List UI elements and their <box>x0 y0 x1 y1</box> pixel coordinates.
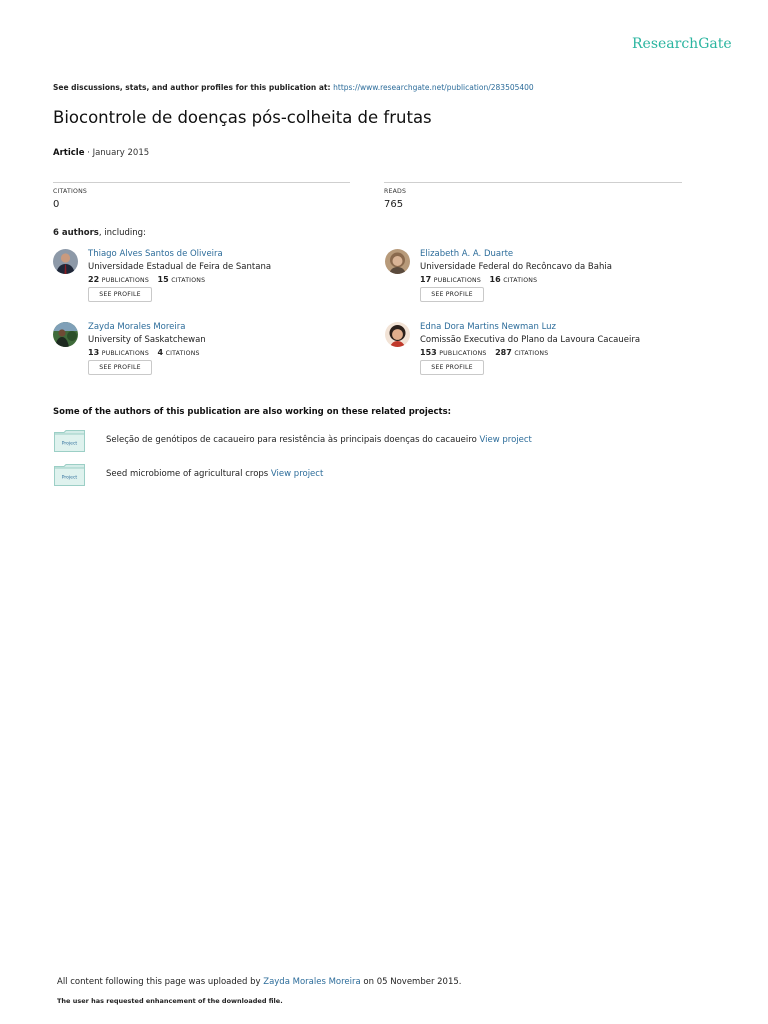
publications-label: PUBLICATIONS <box>433 277 481 284</box>
author-institution: Universidade Federal do Recôncavo da Bahia <box>420 262 612 272</box>
author-stats <box>88 348 200 357</box>
publication-title: Biocontrole de doenças pós-colheita de frutas <box>53 108 432 127</box>
citations-label: CITATIONS <box>53 188 88 195</box>
author-citations-count: 4 <box>157 348 164 357</box>
enhancement-note: The user has requested enhancement of the downloaded file. <box>57 997 283 1005</box>
reads-divider <box>384 182 682 183</box>
citations-label: CITATIONS <box>171 277 206 284</box>
discussions-line <box>53 83 534 92</box>
publication-type-line <box>53 148 149 158</box>
author-name-link[interactable]: Zayda Morales Moreira <box>88 322 186 332</box>
citations-label: CITATIONS <box>165 350 200 357</box>
author-publications-count: 153 <box>420 348 437 357</box>
avatar[interactable] <box>385 249 410 274</box>
see-profile-button[interactable]: SEE PROFILE <box>88 360 152 375</box>
avatar[interactable] <box>53 249 78 274</box>
publication-url-link[interactable]: https://www.researchgate.net/publication/283505400 <box>333 83 534 92</box>
view-project-link[interactable]: View project <box>479 435 532 445</box>
citations-label: CITATIONS <box>503 277 538 284</box>
author-card <box>53 322 353 382</box>
author-card <box>53 249 353 309</box>
citations-label: CITATIONS <box>514 350 549 357</box>
view-project-link[interactable]: View project <box>270 469 324 479</box>
authors-count: 6 authors <box>53 228 99 238</box>
publications-label: PUBLICATIONS <box>101 277 149 284</box>
author-stats <box>420 348 548 357</box>
uploaded-prefix: All content following this page was uploaded by <box>57 977 261 987</box>
reads-label: READS <box>384 188 407 195</box>
publications-label: PUBLICATIONS <box>439 350 487 357</box>
uploaded-suffix: on 05 November 2015. <box>363 977 462 987</box>
discussions-text: See discussions, stats, and author profiles for this publication at: <box>53 83 331 92</box>
authors-suffix: , including: <box>98 228 146 238</box>
author-institution: University of Saskatchewan <box>88 335 206 345</box>
publication-date: · January 2015 <box>84 148 150 158</box>
project-title: Seleção de genótipos de cacaueiro para resistência às principais doenças do cacaueiro <box>106 435 477 445</box>
authors-heading <box>53 228 146 238</box>
avatar[interactable] <box>53 322 78 347</box>
author-citations-count: 16 <box>489 275 501 284</box>
author-institution: Comissão Executiva do Plano da Lavoura Cacaueira <box>420 335 641 345</box>
author-institution: Universidade Estadual de Feira de Santana <box>88 262 272 272</box>
citations-divider <box>53 182 350 183</box>
author-publications-count: 22 <box>88 275 100 284</box>
author-name-link[interactable]: Elizabeth A. A. Duarte <box>420 249 514 259</box>
project-text <box>106 469 323 479</box>
see-profile-button[interactable]: SEE PROFILE <box>420 360 484 375</box>
researchgate-logo[interactable]: ResearchGate <box>632 36 732 52</box>
related-projects-heading: Some of the authors of this publication are also working on these related projects: <box>53 407 452 417</box>
project-folder-icon[interactable] <box>54 464 85 486</box>
author-stats <box>420 275 537 284</box>
see-profile-button[interactable]: SEE PROFILE <box>88 287 152 302</box>
see-profile-button[interactable]: SEE PROFILE <box>420 287 484 302</box>
author-citations-count: 15 <box>157 275 169 284</box>
author-card <box>385 249 685 309</box>
publication-type: Article <box>53 148 85 158</box>
author-card <box>385 322 685 382</box>
author-publications-count: 17 <box>420 275 432 284</box>
project-title: Seed microbiome of agricultural crops <box>106 469 269 479</box>
citations-value: 0 <box>53 199 60 210</box>
project-icon-label: Project <box>61 475 78 481</box>
upload-info <box>57 977 461 987</box>
reads-value: 765 <box>384 199 404 210</box>
project-text <box>106 435 532 445</box>
uploader-link[interactable]: Zayda Morales Moreira <box>263 977 361 987</box>
publications-label: PUBLICATIONS <box>101 350 149 357</box>
author-name-link[interactable]: Edna Dora Martins Newman Luz <box>420 322 557 332</box>
author-citations-count: 287 <box>495 348 512 357</box>
project-folder-icon[interactable] <box>54 430 85 452</box>
author-name-link[interactable]: Thiago Alves Santos de Oliveira <box>88 249 223 259</box>
author-publications-count: 13 <box>88 348 100 357</box>
author-stats <box>88 275 205 284</box>
avatar[interactable] <box>385 322 410 347</box>
project-icon-label: Project <box>61 441 78 447</box>
